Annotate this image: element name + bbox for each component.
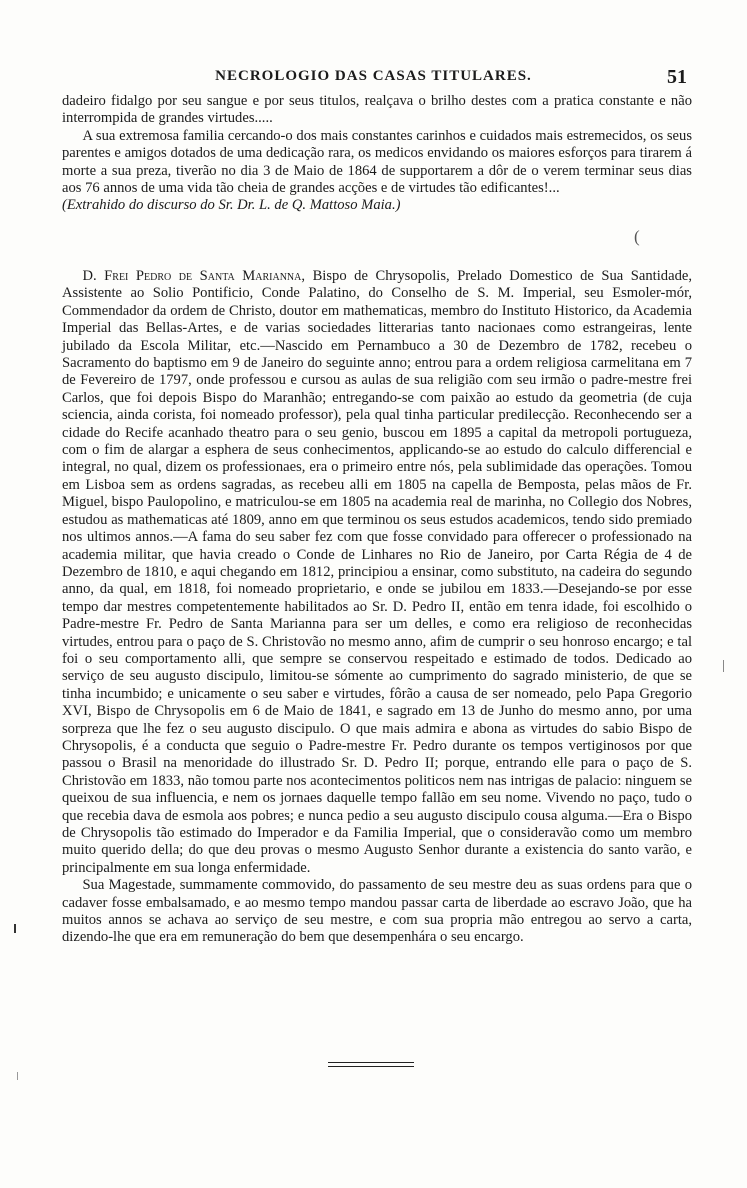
entry-text: [62, 268, 692, 947]
margin-mark-right: [723, 660, 724, 672]
stray-parenthesis-mark: (: [634, 227, 640, 246]
entry-body: Bispo de Chrysopolis, Prelado Domestico de Sua Santidade, Assistente ao Solio Pontificio, Conde Palatino, do Conselho de S. M. Imperial, seu Esmoler-mór, Commendador da ordem de Christo, doutor em mathematicas, membro do Instituto Historico, da Academia Imperial das Bellas-Artes, e de varias sociedades litterarias tanto nacionaes como estrangeiras, lente jubilado da Escola Militar, etc.—Nascido em Pernambuco a 30 de Dezembro de 1782, recebeu o Sacramento do baptismo em 9 de Janeiro do seguinte anno; entrou para a ordem religiosa carmelitana em 7 de Fevereiro de 1797, onde professou e cursou as aulas de sua religião com seu irmão o padre-mestre frei Carlos, que foi depois Bispo do Maranhão; entregando-se com paixão ao estudo da geometria (de cuja sciencia, ainda corista, foi nomeado professor), pela qual tinha particular predilecção. Reconhecendo ser a cidade do Recife acanhado theatro para o seu genio, buscou em 1895 a capital da metropoli portugueza, com o fim de alargar a esphera de seus conhecimentos, applicando-se ao estudo do calculo differencial e integral, no qual, dizem os professionaes, era o primeiro entre nós, pela sublimidade das operações. Tomou em Lisboa sem as ordens sagradas, as recebeu alli em 1805 na capella de Bemposta, pelas mãos de Fr. Miguel, bispo Paulopolino, e matriculou-se em 1805 na academia real de marinha, no Collegio dos Nobres, estudou as mathematicas até 1809, anno em que terminou os seus estudos academicos, tendo sido premiado nos ultimos annos.—A fama do seu saber fez com que fosse convidado para offerecer o professionado na academia militar, que havia creado o Conde de Linhares no Rio de Janeiro, por Carta Régia de 4 de Dezembro de 1810, e aqui chegando em 1812, principiou a ensinar, como substituto, na cadeira do segundo anno, da qual, em 1818, foi nomeado proprietario, e onde se jubilou em 1833.—Desejando-se por esse tempo dar mestres competentemente habilitados ao Sr. D. Pedro II, então em tenra idade, foi escolhido o Padre-mestre Fr. Pedro de Santa Marianna para ser um delles, e como era religioso de reconhecidas virtudes, entrou para o paço de S. Christovão no mesmo anno, afim de cumprir o seu honroso encargo; e tal foi o seu comportamento alli, que sempre se conservou respeitado e estimado de todos. Dedicado ao serviço de seu augusto discipulo, limitou-se sómente ao cumprimento do sagrado ministerio, de que se tinha incumbido; e unicamente o seu saber e virtudes, fôrão a causa de ser nomeado, pelo Papa Gregorio XVI, Bispo de Chrysopolis em 6 de Maio de 1841, e sagrado em 13 de Junho do mesmo anno, por uma sorpreza que lhe fez o seu augusto discipulo. O que mais admira e abona as virtudes do sabio Bispo de Chrysopolis, é a conducta que seguio o Padre-mestre Fr. Pedro durante os tempos vertiginosos por que passou o Brasil na menoridade do illustrado Sr. D. Pedro II; porque, entrando elle para o paço de S. Christovão em 1833, não tomou parte nos acontecimentos politicos nem nas intrigas de palacio: ninguem se queixou de sua influencia, e nem os jornaes daquelle tempo fallão em seu nome. Vivendo no paço, tudo o que recebia dava de esmola aos pobres; e nunca pedio a seu augusto discipulo cousa alguma.—Era o Bispo de Chrysopolis tão estimado do Imperador e da Familia Imperial, que o consideravão como um membro muito querido della; do que deu provas o mesmo Augusto Senhor durante a existencia do santo varão, e principalmente em sua longa enfermidade.: [62, 268, 692, 876]
entry-name: D. Frei Pedro de Santa Marianna,: [82, 268, 306, 284]
family-paragraph: A sua extremosa familia cercando-o dos mais constantes carinhos e cuidados mais estremecidos, os seus parentes e amigos dotados de uma dedicação rara, os medicos envidando os maiores esforços para tirarem á morte a sua preza, tiverão no dia 3 de Maio de 1864 de supportarem a dôr de o verem terminar seus dias aos 76 annos de uma vida tão cheia de grandes acções e de virtudes tão edificantes!...: [62, 127, 692, 197]
closing-paragraph: Sua Magestade, summamente commovido, do passamento de seu mestre deu as suas ordens para que o cadaver fosse embalsamado, e ao mesmo tempo mandou passar carta de liberdade ao escravo João, que ha muitos annos se achava ao serviço de seu mestre, e com sua propria mão entregou ao servo a carta, dizendo-lhe que era em remuneração do bem que desempenhára o seu encargo.: [62, 877, 692, 946]
source-citation: (Extrahido do discurso do Sr. Dr. L. de Q. Mattoso Maia.): [62, 197, 401, 214]
continued-paragraph: dadeiro fidalgo por seu sangue e por seus titulos, realçava o brilho destes com a pratica constante e não interrompida de grandes virtudes.....: [62, 93, 692, 127]
end-rule-divider: [328, 1062, 414, 1067]
page-header: [60, 68, 687, 90]
previous-entry-text: [62, 93, 692, 215]
page-number: 51: [667, 66, 687, 88]
running-title: NECROLOGIO DAS CASAS TITULARES.: [215, 68, 532, 84]
margin-mark-lower: [17, 1072, 18, 1080]
entry-paragraph: [62, 268, 692, 877]
margin-mark-left: [14, 924, 16, 933]
